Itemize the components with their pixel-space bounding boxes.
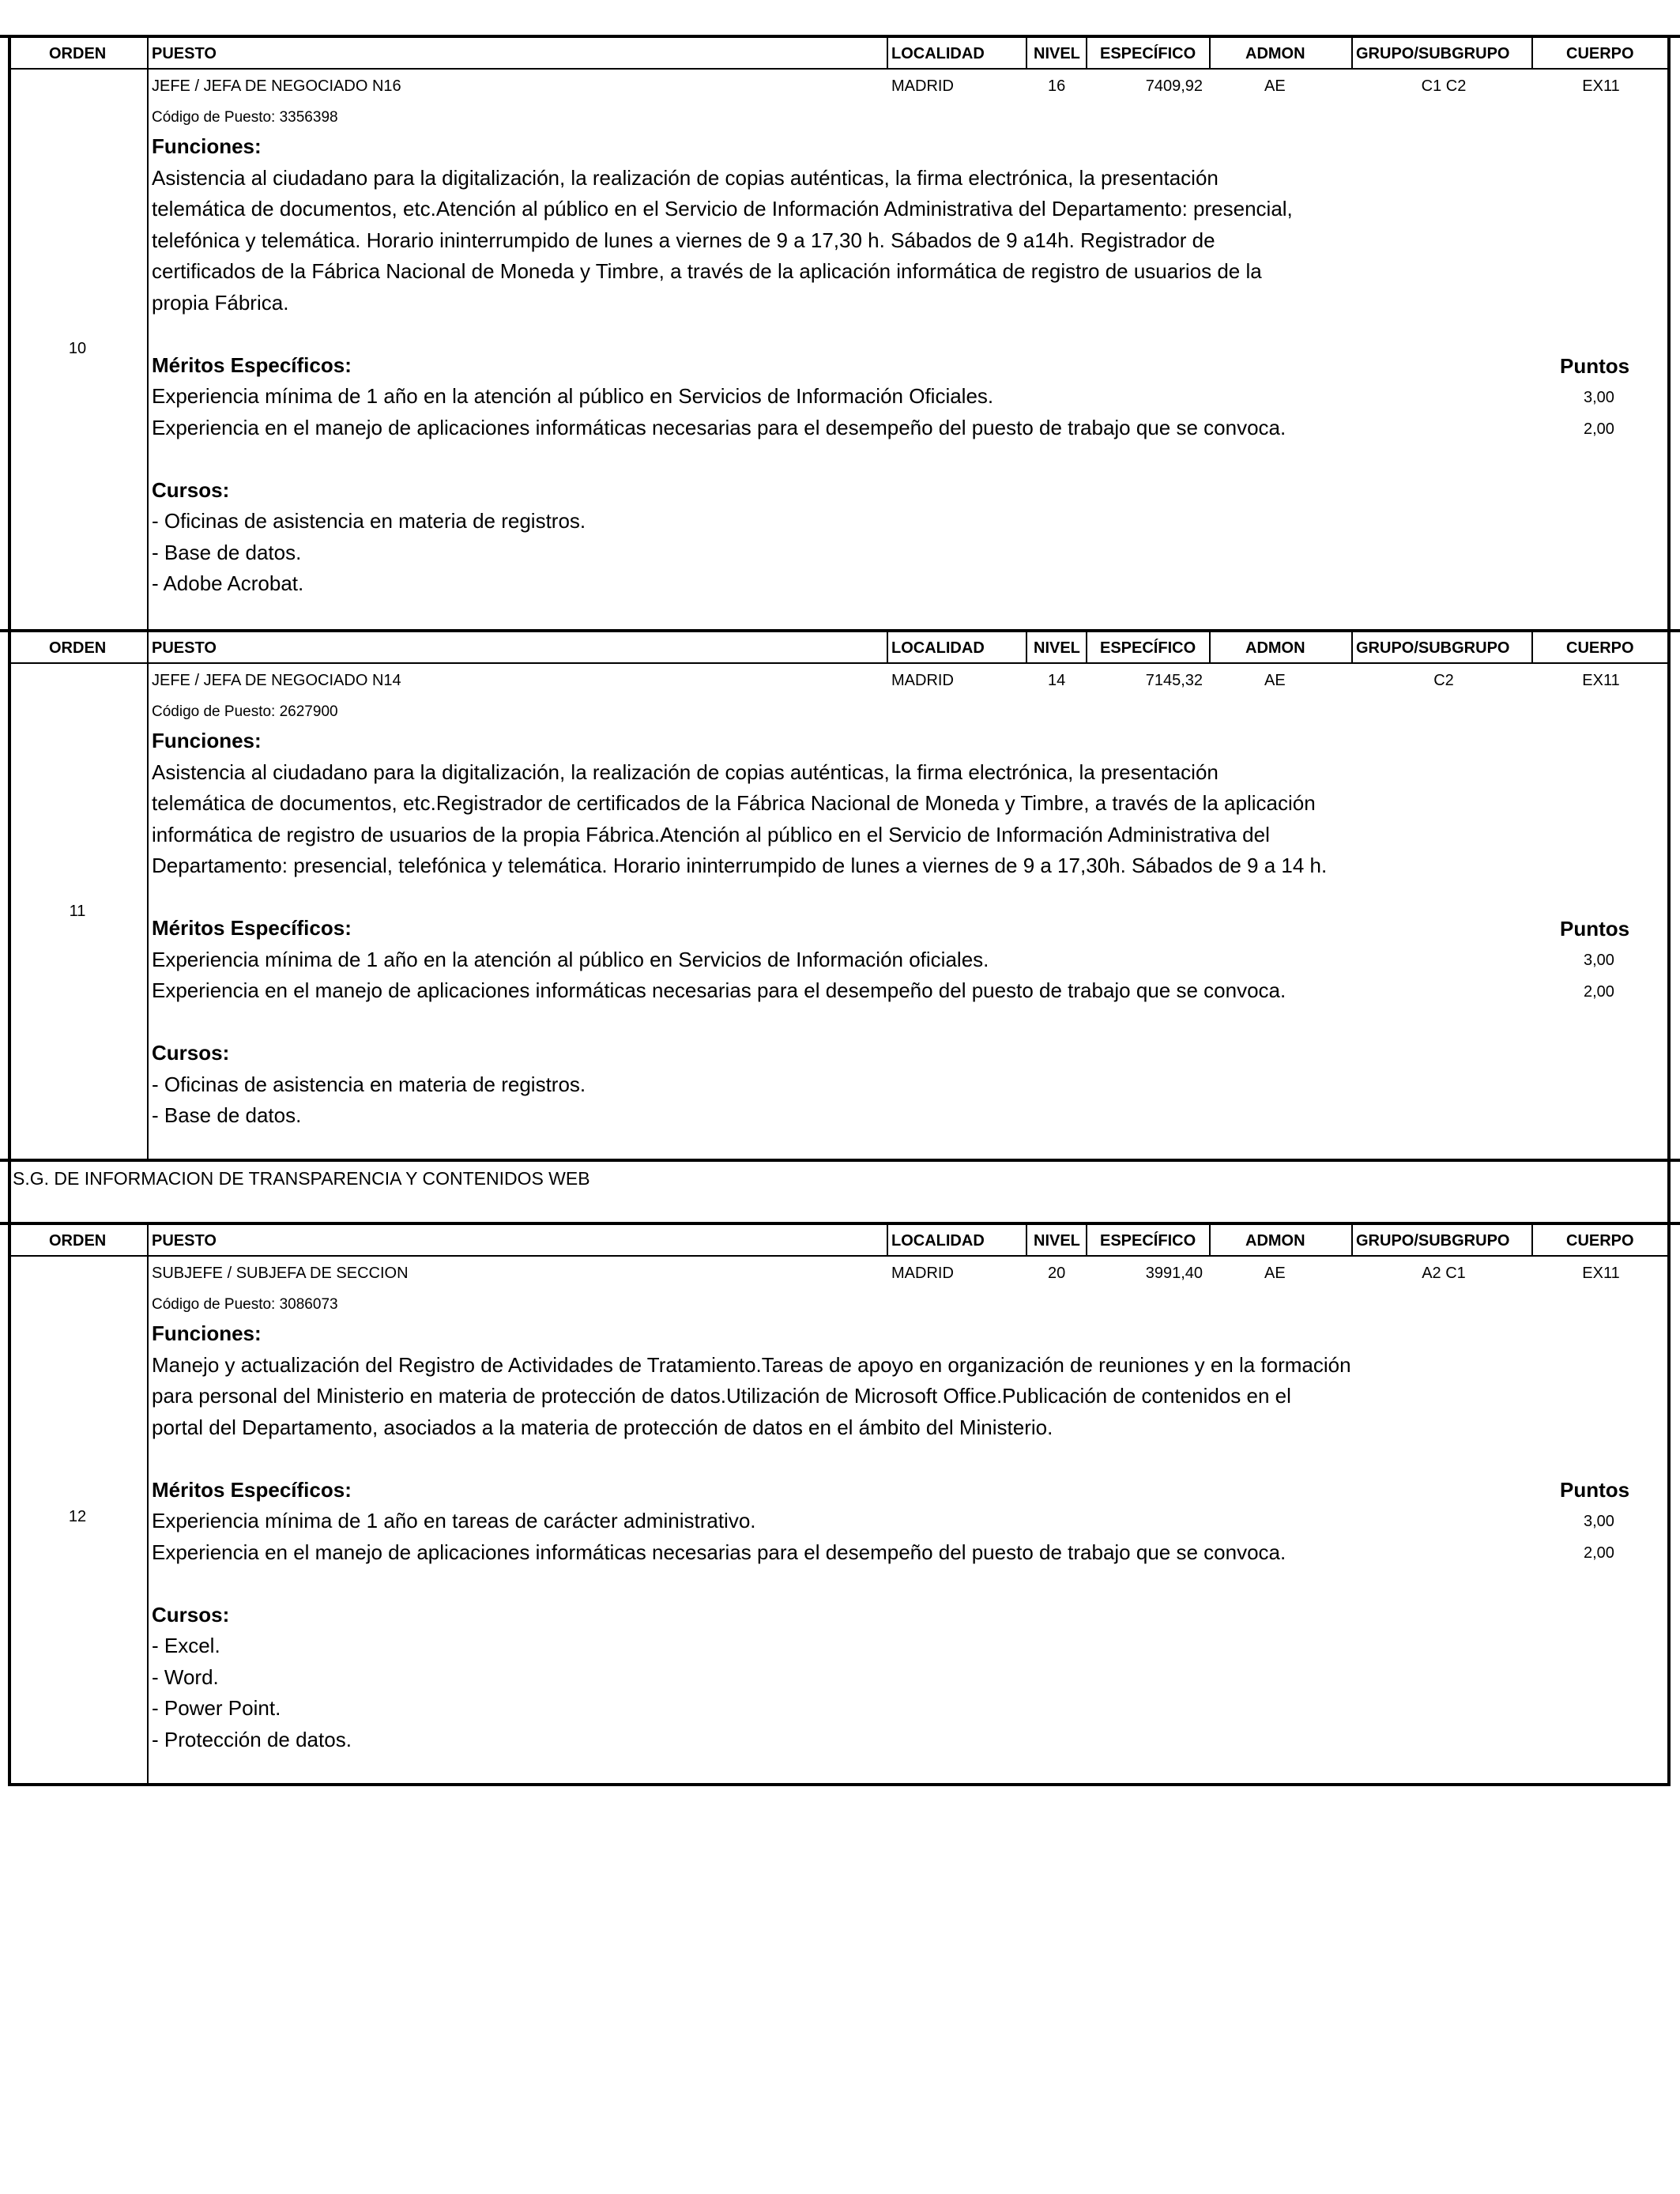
- post-row: [8, 1258, 1671, 1785]
- puntos-label: Puntos: [1560, 917, 1630, 941]
- curso-item: - Base de datos.: [152, 1103, 302, 1127]
- localidad-value: MADRID: [891, 1265, 954, 1282]
- puesto-value: SUBJEFE / SUBJEFA DE SECCION: [152, 1265, 409, 1282]
- curso-item: - Power Point.: [152, 1696, 281, 1720]
- cursos-label: Cursos:: [152, 477, 230, 502]
- header-admon: ADMON: [1245, 45, 1305, 62]
- nivel-value: 14: [1048, 672, 1066, 689]
- header-especifico: ESPECÍFICO: [1100, 1232, 1196, 1250]
- post-row: [8, 71, 1671, 632]
- funciones-line: Asistencia al ciudadano para la digitalización, la realización de copias auténticas, la firma electrónica, la presentación: [152, 165, 1219, 190]
- header-admon: ADMON: [1245, 639, 1305, 657]
- curso-item: - Oficinas de asistencia en materia de registros.: [152, 509, 586, 533]
- orden-value: 11: [69, 903, 86, 920]
- header-nivel: NIVEL: [1034, 639, 1080, 657]
- funciones-line: telemática de documentos, etc.Atención al público en el Servicio de Información Administrativa del Departamento: presencial,: [152, 197, 1293, 221]
- funciones-line: Departamento: presencial, telefónica y telemática. Horario ininterrumpido de lunes a viernes de 9 a 17,30h. Sábados de 9 a 14 h.: [152, 854, 1328, 877]
- funciones-line: Manejo y actualización del Registro de Actividades de Tratamiento.Tareas de apoyo en organización de reuniones y en la formación: [152, 1352, 1351, 1377]
- grupo-value: C1 C2: [1421, 77, 1467, 95]
- merito-line: Experiencia mínima de 1 año en la atención al público en Servicios de Información oficiales.: [152, 947, 989, 971]
- funciones-line: para personal del Ministerio en materia de protección de datos.Utilización de Microsoft Office.Publicación de contenidos en el: [152, 1384, 1291, 1408]
- puntos-label: Puntos: [1560, 1478, 1630, 1502]
- funciones-label: Funciones:: [152, 134, 262, 158]
- especifico-value: 7145,32: [1145, 672, 1203, 689]
- header-grupo: GRUPO/SUBGRUPO: [1356, 45, 1510, 62]
- meritos-label: Méritos Específicos:: [152, 916, 352, 940]
- header-nivel: NIVEL: [1034, 1232, 1080, 1250]
- header-orden: ORDEN: [49, 639, 107, 657]
- merito-line: Experiencia mínima de 1 año en la atención al público en Servicios de Información Oficiales.: [152, 384, 994, 408]
- puntos-value: 3,00: [1584, 952, 1614, 969]
- curso-item: - Protección de datos.: [152, 1727, 352, 1751]
- header-puesto: PUESTO: [152, 45, 217, 62]
- puntos-value: 3,00: [1584, 389, 1614, 406]
- header-orden: ORDEN: [49, 45, 107, 62]
- curso-item: - Word.: [152, 1664, 219, 1689]
- funciones-label: Funciones:: [152, 1321, 262, 1345]
- meritos-label: Méritos Específicos:: [152, 1477, 352, 1502]
- puntos-value: 2,00: [1584, 420, 1614, 438]
- merito-line: Experiencia en el manejo de aplicaciones informáticas necesarias para el desempeño del puesto de trabajo que se convoca.: [152, 415, 1286, 439]
- puntos-label: Puntos: [1560, 354, 1630, 378]
- header-grupo: GRUPO/SUBGRUPO: [1356, 1232, 1510, 1250]
- header-orden: ORDEN: [49, 1232, 107, 1250]
- orden-value: 12: [68, 1508, 87, 1525]
- cursos-label: Cursos:: [152, 1041, 230, 1065]
- admon-value: AE: [1264, 1265, 1286, 1282]
- header-cuerpo: CUERPO: [1566, 45, 1634, 62]
- curso-item: - Adobe Acrobat.: [152, 571, 304, 595]
- meritos-label: Méritos Específicos:: [152, 352, 352, 377]
- funciones-label: Funciones:: [152, 729, 262, 752]
- table-header: [8, 1225, 1671, 1257]
- curso-item: - Base de datos.: [152, 540, 302, 564]
- funciones-line: Asistencia al ciudadano para la digitalización, la realización de copias auténticas, la firma electrónica, la presentación: [152, 760, 1219, 784]
- merito-line: Experiencia mínima de 1 año en tareas de carácter administrativo.: [152, 1509, 756, 1532]
- funciones-line: certificados de la Fábrica Nacional de Moneda y Timbre, a través de la aplicación informática de registro de usuarios de la: [152, 259, 1262, 283]
- especifico-value: 7409,92: [1145, 77, 1203, 95]
- grupo-value: A2 C1: [1422, 1265, 1466, 1282]
- funciones-line: portal del Departamento, asociados a la materia de protección de datos en el ámbito del Ministerio.: [152, 1415, 1053, 1439]
- header-puesto: PUESTO: [152, 639, 217, 657]
- cursos-label: Cursos:: [152, 1602, 230, 1627]
- puntos-value: 2,00: [1584, 983, 1614, 1001]
- localidad-value: MADRID: [891, 77, 954, 95]
- admon-value: AE: [1264, 672, 1286, 689]
- puesto-value: JEFE / JEFA DE NEGOCIADO N16: [152, 77, 401, 95]
- cuerpo-value: EX11: [1582, 1265, 1620, 1282]
- funciones-line: telemática de documentos, etc.Registrador de certificados de la Fábrica Nacional de Moneda y Timbre, a través de la aplicación: [152, 791, 1316, 815]
- header-cuerpo: CUERPO: [1566, 639, 1634, 657]
- header-grupo: GRUPO/SUBGRUPO: [1356, 639, 1510, 657]
- header-localidad: LOCALIDAD: [891, 45, 985, 62]
- curso-item: - Excel.: [152, 1634, 220, 1657]
- codigo-puesto: Código de Puesto: 3086073: [152, 1296, 338, 1313]
- puntos-value: 3,00: [1584, 1513, 1614, 1530]
- header-cuerpo: CUERPO: [1566, 1232, 1634, 1250]
- header-localidad: LOCALIDAD: [891, 639, 985, 657]
- header-localidad: LOCALIDAD: [891, 1232, 985, 1250]
- header-especifico: ESPECÍFICO: [1100, 45, 1196, 62]
- grupo-value: C2: [1433, 672, 1454, 689]
- localidad-value: MADRID: [891, 672, 954, 689]
- puntos-value: 2,00: [1584, 1544, 1614, 1562]
- header-admon: ADMON: [1245, 1232, 1305, 1250]
- section-title: S.G. DE INFORMACION DE TRANSPARENCIA Y CONTENIDOS WEB: [13, 1168, 590, 1189]
- especifico-value: 3991,40: [1145, 1265, 1203, 1282]
- header-puesto: PUESTO: [152, 1232, 217, 1250]
- codigo-puesto: Código de Puesto: 2627900: [152, 703, 338, 720]
- nivel-value: 20: [1048, 1265, 1066, 1282]
- codigo-puesto: Código de Puesto: 3356398: [152, 109, 338, 126]
- merito-line: Experiencia en el manejo de aplicaciones informáticas necesarias para el desempeño del puesto de trabajo que se convoca.: [152, 978, 1286, 1002]
- funciones-line: telefónica y telemática. Horario ininterrumpido de lunes a viernes de 9 a 17,30 h. Sábados de 9 a14h. Registrador de: [152, 228, 1215, 252]
- curso-item: - Oficinas de asistencia en materia de registros.: [152, 1072, 586, 1096]
- merito-line: Experiencia en el manejo de aplicaciones informáticas necesarias para el desempeño del puesto de trabajo que se convoca.: [152, 1540, 1286, 1564]
- header-nivel: NIVEL: [1034, 45, 1080, 62]
- cuerpo-value: EX11: [1582, 672, 1620, 689]
- funciones-line: propia Fábrica.: [152, 290, 289, 315]
- table-header: [8, 632, 1671, 664]
- nivel-value: 16: [1048, 77, 1066, 95]
- puesto-value: JEFE / JEFA DE NEGOCIADO N14: [152, 672, 401, 689]
- table-header: [8, 38, 1671, 70]
- admon-value: AE: [1264, 77, 1286, 95]
- funciones-line: informática de registro de usuarios de la propia Fábrica.Atención al público en el Servicio de Información Administrativa del: [152, 822, 1270, 846]
- post-row: [8, 665, 1671, 1162]
- header-especifico: ESPECÍFICO: [1100, 639, 1196, 657]
- orden-value: 10: [68, 340, 87, 357]
- cuerpo-value: EX11: [1582, 77, 1620, 95]
- table-bottom-border: [8, 1783, 1671, 1786]
